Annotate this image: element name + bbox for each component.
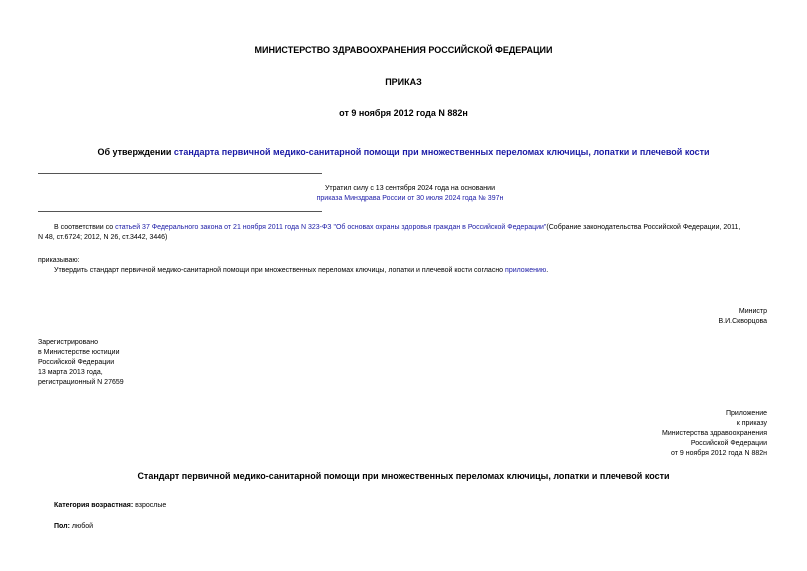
registration-line: 13 марта 2013 года, [38, 369, 103, 376]
document-date-number: от 9 ноября 2012 года N 882н [339, 108, 468, 118]
status-note-text: Утратил силу с 13 сентября 2024 года на основании [324, 185, 495, 192]
title-prefix: Об утверждении [97, 147, 174, 157]
appendix-link[interactable]: приложению [505, 267, 547, 274]
status-note [200, 184, 620, 204]
divider-bottom [38, 211, 322, 212]
order-end: . [546, 267, 549, 274]
registration-block [38, 338, 124, 388]
age-category-label: Категория возрастная: [54, 502, 134, 509]
title-link[interactable]: стандарта первичной медико-санитарной помощи при множественных переломах ключицы, лопатки и плечевой кости [173, 147, 710, 157]
standard-title: Стандарт первичной медико-санитарной помощи при множественных переломах ключицы, лопатки и плечевой кости [137, 471, 670, 481]
appendix-line: от 9 ноября 2012 года N 882н [671, 450, 767, 457]
age-category-value: взрослые [133, 502, 167, 509]
order-body: Утвердить стандарт первичной медико-санитарной помощи при множественных переломах ключицы, лопатки и плечевой кости согласно [54, 267, 506, 274]
sex-label: Пол: [54, 523, 70, 530]
appendix-line: Российской Федерации [690, 440, 767, 447]
appendix-line: Приложение [725, 410, 767, 417]
order-text [54, 266, 774, 276]
age-category [54, 501, 166, 511]
registration-line: Российской Федерации [38, 359, 115, 366]
registration-line: в Министерстве юстиции [38, 349, 120, 356]
registration-line: Зарегистрировано [38, 339, 98, 346]
document-title [0, 147, 807, 157]
appendix-reference [662, 409, 767, 459]
preamble-lead: В соответствии со [54, 224, 116, 231]
ministry-heading: МИНИСТЕРСТВО ЗДРАВООХРАНЕНИЯ РОССИЙСКОЙ ФЕДЕРАЦИИ [254, 45, 553, 55]
sex-category [54, 522, 93, 532]
preamble-line2: N 48, ст.6724; 2012, N 26, ст.3442, 3446) [38, 234, 168, 241]
preamble-law-link[interactable]: статьей 37 Федерального закона от 21 ноября 2011 года N 323-ФЗ "Об основах охраны здоровья граждан в Российской Федерации" [115, 224, 547, 231]
preamble [38, 223, 773, 243]
appendix-line: Министерства здравоохранения [662, 430, 767, 437]
signature-name: В.И.Скворцова [718, 318, 767, 325]
registration-line: регистрационный N 27659 [38, 379, 124, 386]
signature-block [719, 307, 768, 327]
sex-value: любой [69, 523, 94, 530]
status-note-link[interactable]: приказа Минздрава России от 30 июля 2024 года № 397н [316, 195, 504, 202]
signature-position: Министр [738, 308, 767, 315]
order-verb: приказываю: [38, 257, 80, 264]
appendix-line: к приказу [736, 420, 767, 427]
document-type: ПРИКАЗ [385, 77, 422, 87]
divider-top [38, 173, 322, 174]
preamble-tail: (Собрание законодательства Российской Федерации, 2011, [546, 224, 741, 231]
